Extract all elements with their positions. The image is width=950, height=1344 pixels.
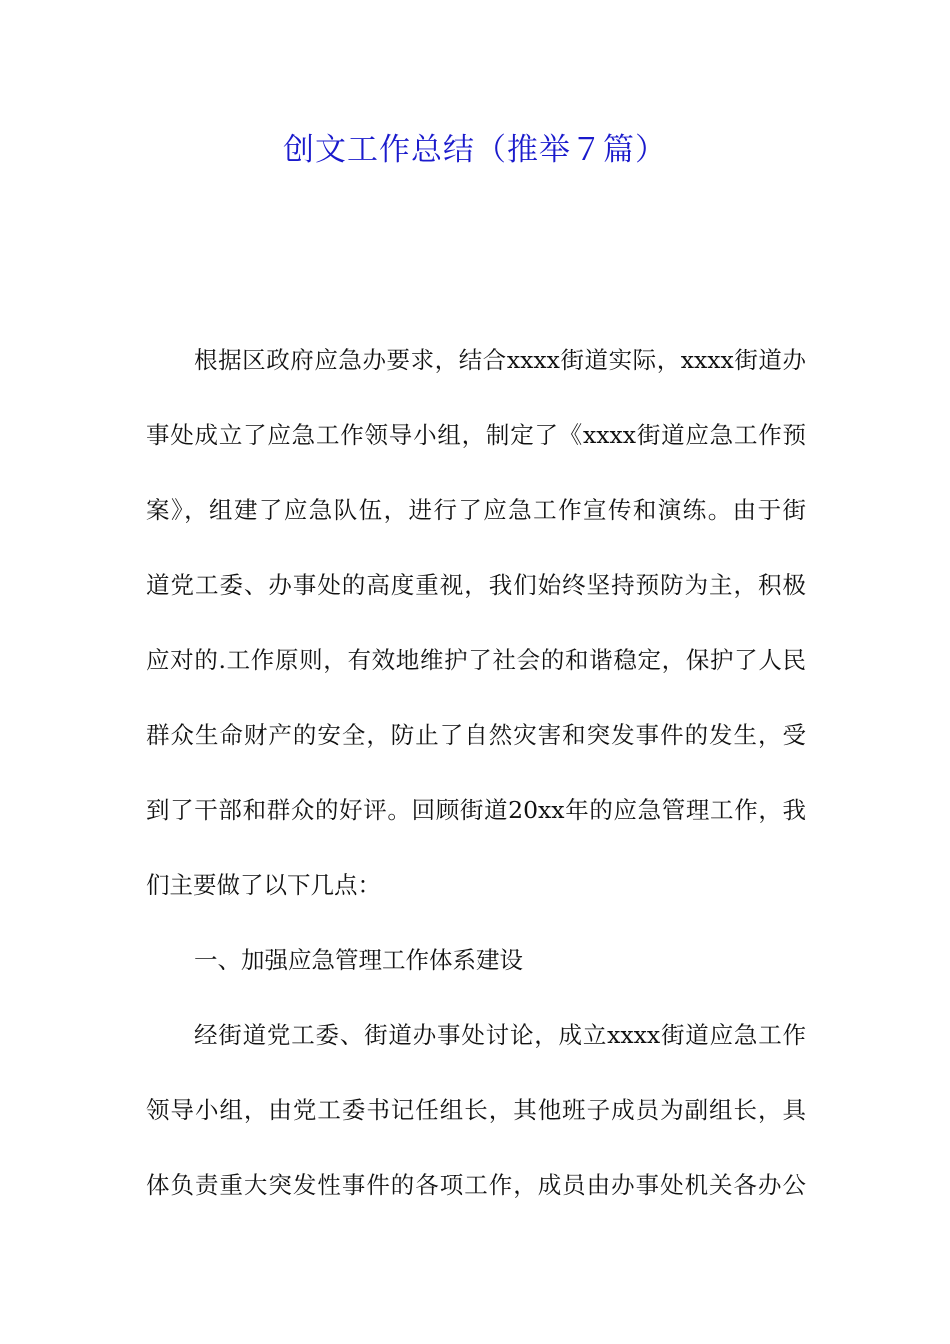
text-line: 应对的.工作原则，有效地维护了社会的和谐稳定，保护了人民: [146, 646, 806, 674]
text-line: 经街道党工委、街道办事处讨论，成立xxxx街道应急工作: [194, 1021, 806, 1049]
document-title: 创文工作总结（推举７篇）: [283, 132, 667, 168]
text-line: 体负责重大突发性事件的各项工作，成员由办事处机关各办公: [146, 1171, 806, 1199]
text-line: 群众生命财产的安全，防止了自然灾害和突发事件的发生，受: [146, 721, 806, 749]
text-line: 道党工委、办事处的高度重视，我们始终坚持预防为主，积极: [146, 571, 806, 599]
text-line: 领导小组，由党工委书记任组长，其他班子成员为副组长，具: [146, 1096, 806, 1124]
text-line: 们主要做了以下几点：: [146, 871, 381, 899]
text-line: 案》，组建了应急队伍，进行了应急工作宣传和演练。由于街: [146, 496, 806, 524]
text-line: 根据区政府应急办要求，结合xxxx街道实际，xxxx街道办: [194, 346, 806, 374]
text-line: 事处成立了应急工作领导小组，制定了《xxxx街道应急工作预: [146, 421, 806, 449]
text-line: 到了干部和群众的好评。回顾街道20xx年的应急管理工作，我: [146, 796, 806, 824]
section-heading: 一、加强应急管理工作体系建设: [194, 946, 523, 974]
